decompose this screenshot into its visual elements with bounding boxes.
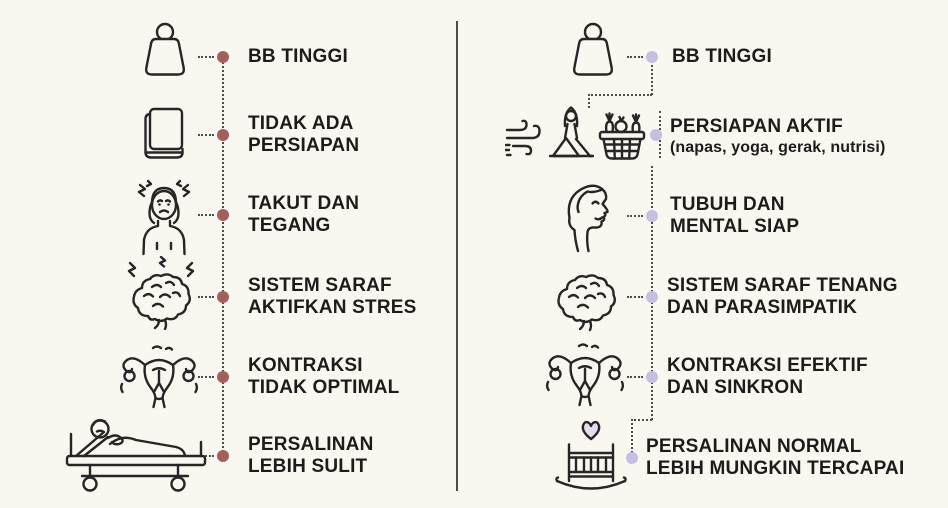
label-line: TIDAK OPTIMAL [248,377,400,398]
right-dot-3 [646,210,658,222]
label-line: KONTRAKSI EFEKTIF [667,355,868,376]
right-stub-1 [627,56,643,58]
label-line: AKTIFKAN STRES [248,297,417,318]
label-kontraksi-efektif [667,355,868,399]
label-subline: (napas, yoga, gerak, nutrisi) [670,139,886,156]
right-dot-5 [646,371,658,383]
label-persalinan-normal [646,436,904,480]
right-jog-bottom-h [631,419,652,421]
label-line: SISTEM SARAF TENANG [667,275,898,296]
left-stub-1 [198,56,214,58]
hospital-bed-icon [62,404,210,498]
label-line: KONTRAKSI [248,355,363,376]
label-sistem-saraf-stres [248,275,417,319]
label-line: MENTAL SIAP [670,216,800,237]
label-line: TUBUH DAN [670,194,785,215]
label-bb-tinggi-left [248,46,348,68]
weight-icon [137,21,193,79]
left-dot-6 [217,450,229,462]
left-dot-2 [217,129,229,141]
right-dot-6 [626,452,638,464]
label-line: PERSALINAN NORMAL [646,436,862,457]
label-tubuh-dan-mental-siap [670,194,799,238]
left-dot-3 [217,209,229,221]
label-line: DAN SINKRON [667,377,804,398]
left-stub-4 [198,296,214,298]
label-line: PERSIAPAN [248,135,360,156]
label-line: LEBIH MUNGKIN TERCAPAI [646,458,905,479]
right-jog-top-h [588,94,652,96]
label-line: DAN PARASIMPATIK [667,297,858,318]
right-dot-4 [646,291,658,303]
left-stub-2 [198,134,214,136]
calm-brain-icon [550,264,622,332]
label-sistem-saraf-tenang [667,275,898,319]
stressed-brain-icon [124,256,198,330]
label-persalinan-lebih-sulit [248,434,374,478]
weight-icon [565,21,621,79]
label-line: TAKUT DAN [248,193,360,214]
label-tidak-ada-persiapan [248,113,359,157]
calm-face-icon [556,177,614,254]
label-line: TEGANG [248,215,331,236]
right-stub-4 [627,296,643,298]
left-dot-1 [217,51,229,63]
right-stub-3 [627,215,643,217]
right-dot-2 [650,129,662,141]
left-stub-3 [198,214,214,216]
right-stub-5 [627,376,643,378]
label-persiapan-aktif [670,116,885,157]
stressed-woman-icon [131,176,197,256]
uterus-icon [542,338,628,408]
closed-book-icon [141,106,187,162]
label-line: PERSALINAN [248,434,374,455]
label-line: BB TINGGI [248,46,348,67]
breath-icon [505,119,547,157]
label-line: BB TINGGI [672,46,772,67]
left-dotted-line [222,57,224,456]
label-bb-tinggi-right [672,46,772,68]
label-kontraksi-tidak-optimal [248,355,399,399]
vegetable-basket-icon [597,110,647,161]
label-line: LEBIH SULIT [248,456,368,477]
uterus-icon [116,340,202,410]
yoga-pose-icon [547,105,594,163]
left-dot-4 [217,291,229,303]
label-line: TIDAK ADA [248,113,354,134]
label-takut-dan-tegang [248,193,359,237]
column-divider [456,21,458,491]
left-dot-5 [217,371,229,383]
right-dot-1 [646,51,658,63]
label-line: SISTEM SARAF [248,275,392,296]
baby-crib-icon [549,417,633,498]
label-line: PERSIAPAN AKTIF [670,116,843,137]
